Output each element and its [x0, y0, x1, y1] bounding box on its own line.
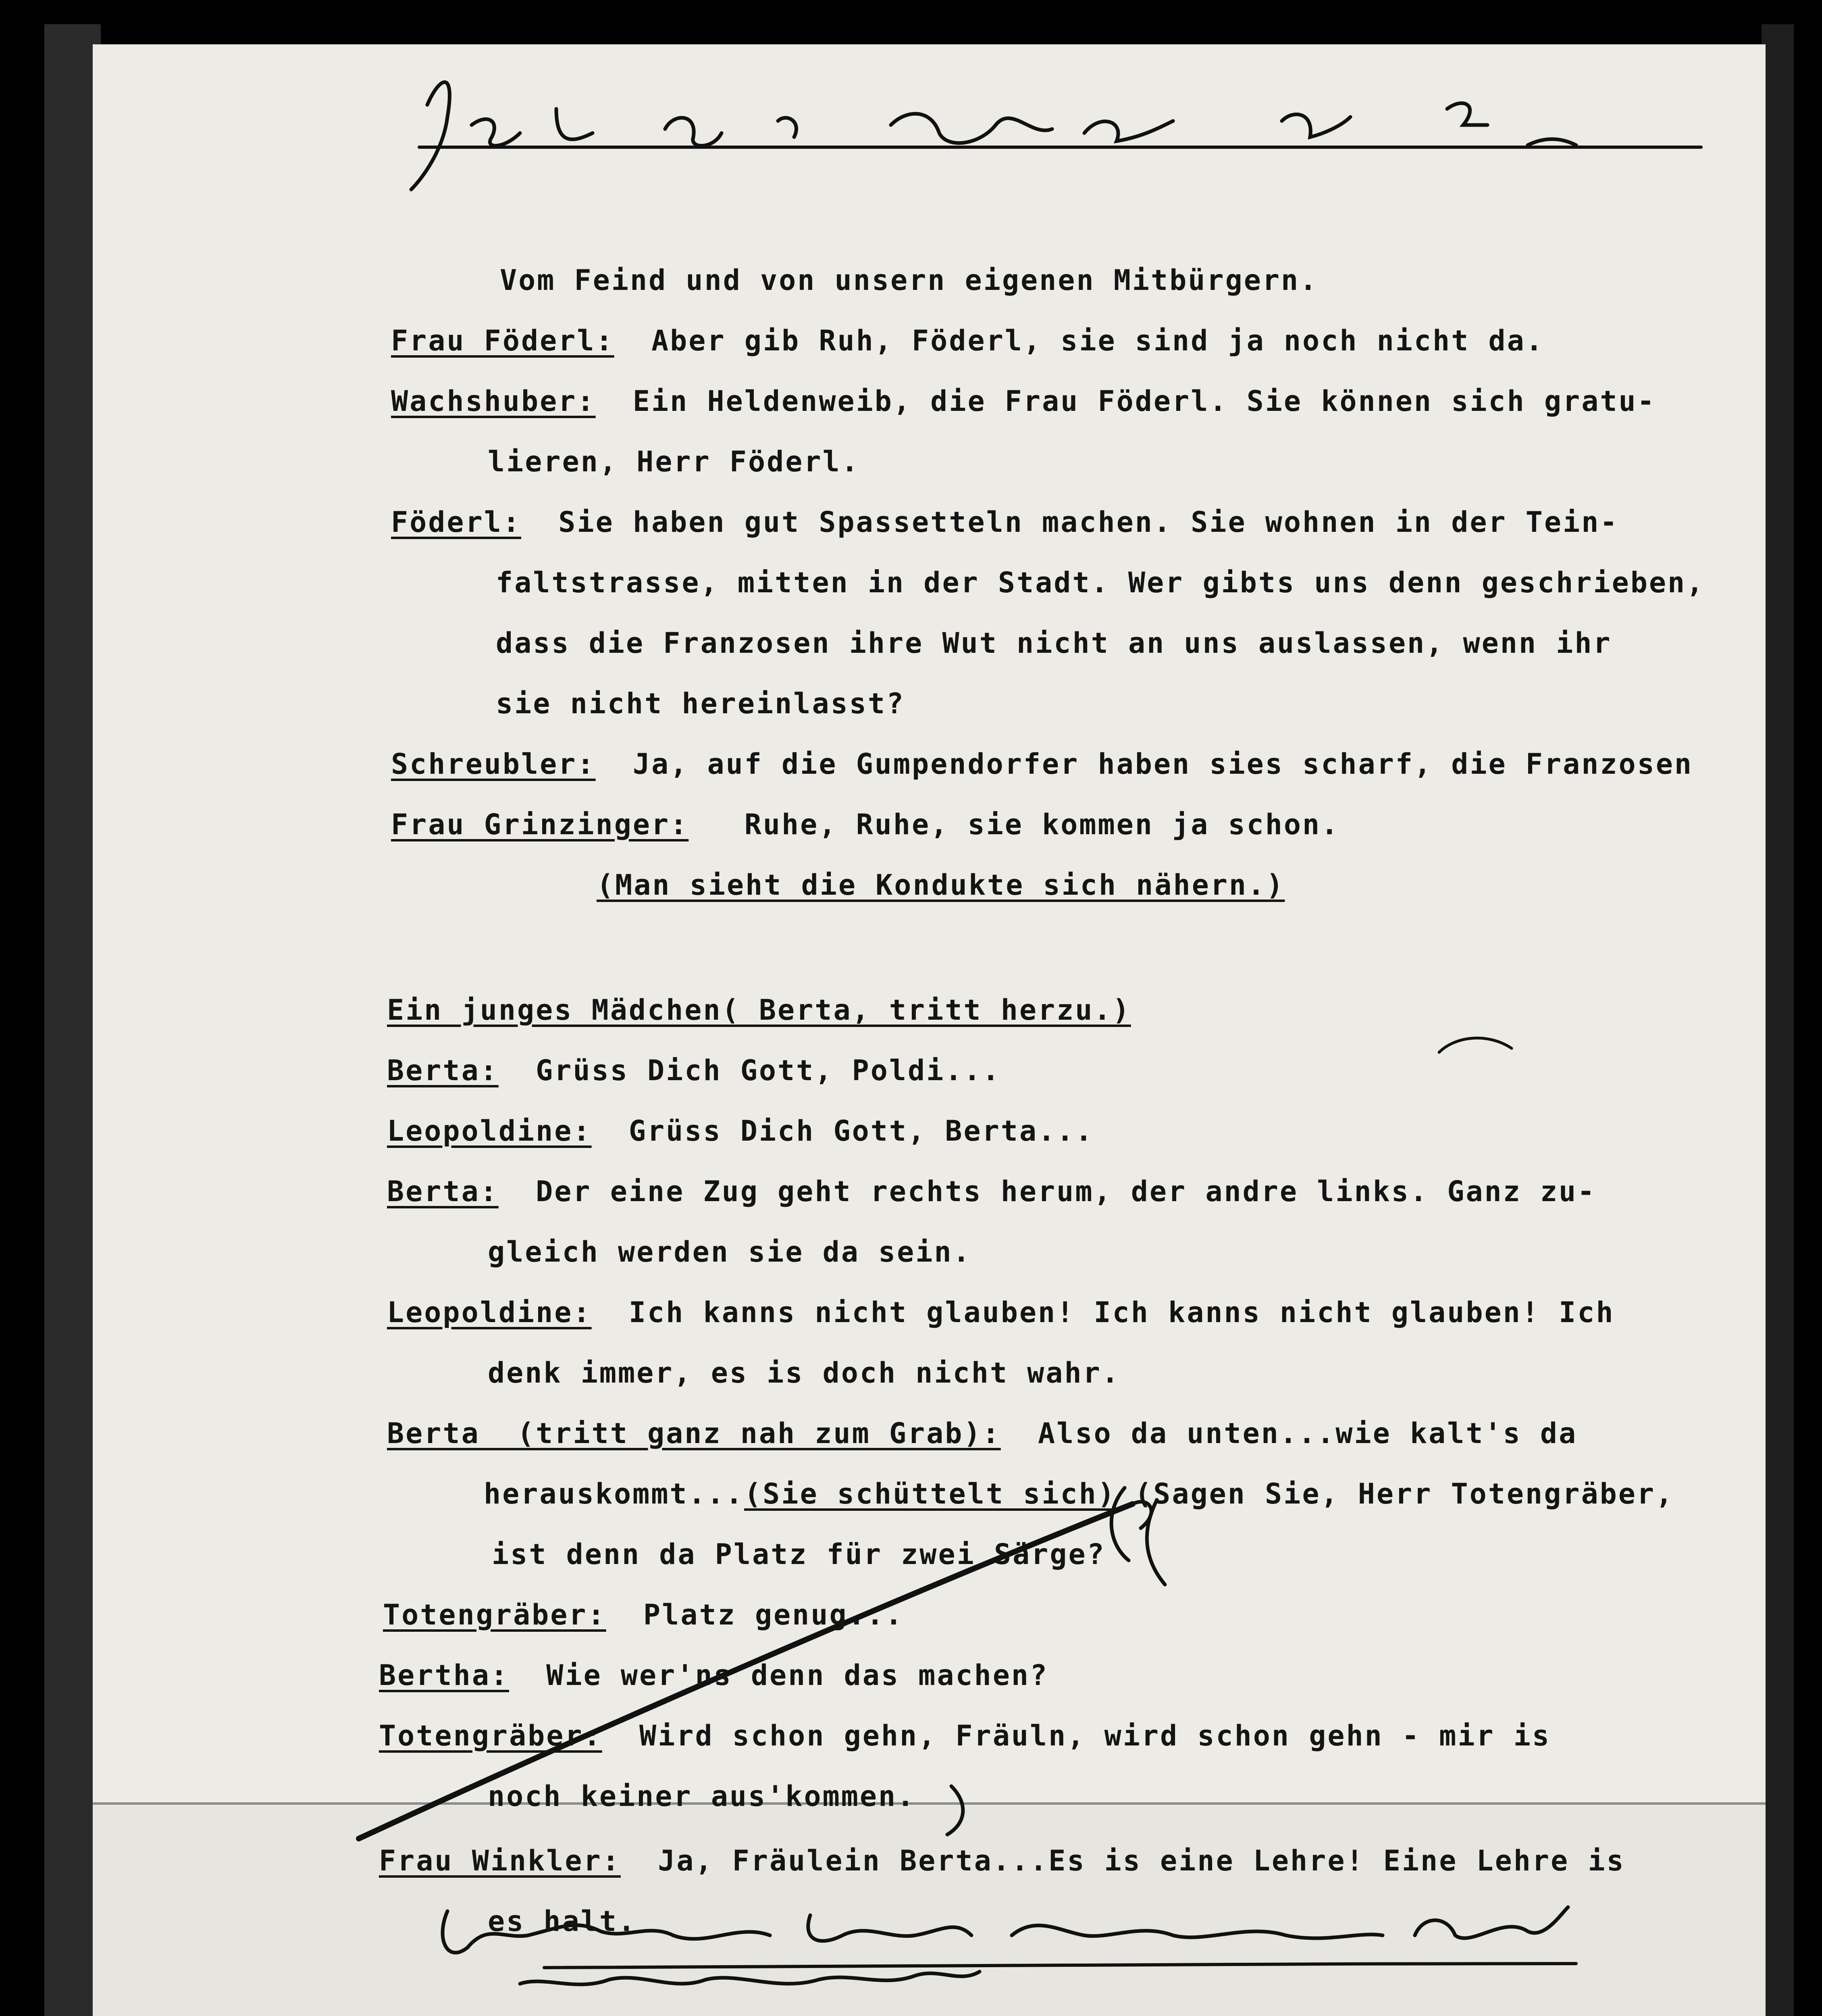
speaker-name: Berta: — [387, 1175, 499, 1208]
dialogue-text: Ja, Fräulein Berta...Es is eine Lehre! Eine Lehre is — [620, 1844, 1625, 1877]
dialogue-line — [391, 748, 1693, 781]
scan-left-edge — [44, 24, 101, 2016]
dialogue-line — [379, 1844, 1625, 1877]
dialogue-text: Wird schon gehn, Fräuln, wird schon gehn - mir is — [602, 1719, 1551, 1752]
dialogue-line — [379, 1659, 1049, 1692]
scene-entry: Ein junges Mädchen( Berta, tritt herzu.) — [387, 993, 1131, 1027]
stage-direction: (Man sieht die Kondukte sich nähern.) — [597, 868, 1285, 902]
dialogue-line — [387, 1417, 1578, 1450]
speaker-name: Berta (tritt ganz nah zum Grab): — [387, 1417, 1001, 1450]
stage-direction-inline: (Sie schüttelt sich) — [744, 1477, 1116, 1510]
dialogue-line — [387, 1298, 1615, 1327]
speaker-name: Leopoldine: — [387, 1114, 592, 1148]
dialogue-text: Grüss Dich Gott, Berta... — [591, 1114, 1094, 1148]
dialogue-continuation: gleich werden sie da sein. — [488, 1235, 971, 1268]
speaker-name: Totengräber: — [379, 1719, 602, 1752]
dialogue-line — [387, 1177, 1596, 1206]
dialogue-line — [387, 1114, 1094, 1148]
speaker-name: Frau Grinzinger: — [391, 808, 689, 841]
dialogue-text: Wie wer'ns denn das machen? — [509, 1659, 1049, 1692]
dialogue-text: herauskommt... — [484, 1477, 745, 1510]
speaker-name: Wachshuber: — [391, 385, 596, 418]
dialogue-continuation — [484, 1477, 1674, 1510]
heading-line: Vom Feind und von unsern eigenen Mitbürgern. — [500, 264, 1319, 297]
dialogue-continuation: denk immer, es is doch nicht wahr. — [488, 1356, 1120, 1389]
scan-right-edge — [1762, 24, 1794, 2016]
dialogue-continuation: dass die Franzosen ihre Wut nicht an uns auslassen, wenn ihr — [496, 627, 1612, 660]
speaker-name: Berta: — [387, 1054, 499, 1087]
dialogue-continuation: es halt. — [488, 1905, 637, 1938]
dialogue-line — [391, 810, 1339, 839]
dialogue-continuation: lieren, Herr Föderl. — [488, 445, 860, 478]
dialogue-text: Der eine Zug geht rechts herum, der andre links. Ganz zu- — [498, 1175, 1596, 1208]
dialogue-text: Ja, auf die Gumpendorfer haben sies scharf, die Franzosen — [595, 748, 1693, 781]
dialogue-line — [383, 1598, 904, 1631]
dialogue-line — [391, 506, 1619, 539]
dialogue-continuation: faltstrasse, mitten in der Stadt. Wer gibts uns denn geschrieben, — [496, 566, 1705, 599]
dialogue-text: Also da unten...wie kalt's da — [1000, 1417, 1578, 1450]
speaker-name: Frau Winkler: — [379, 1844, 621, 1877]
speaker-name: Frau Föderl: — [391, 324, 614, 357]
dialogue-continuation: noch keiner aus'kommen. — [488, 1780, 916, 1813]
dialogue-line — [391, 385, 1656, 418]
dialogue-text: Ein Heldenweib, die Frau Föderl. Sie können sich gratu- — [595, 385, 1656, 418]
dialogue-text: Ich kanns nicht glauben! Ich kanns nicht glauben! Ich — [591, 1296, 1615, 1329]
speaker-name: Föderl: — [391, 506, 522, 539]
dialogue-continuation: sie nicht hereinlasst? — [496, 687, 905, 720]
dialogue-text: Platz genug... — [606, 1598, 904, 1631]
typescript-page — [93, 44, 1766, 2016]
speaker-name: Bertha: — [379, 1659, 510, 1692]
speaker-name: Leopoldine: — [387, 1296, 592, 1329]
dialogue-text: Aber gib Ruh, Föderl, sie sind ja noch nicht da. — [614, 324, 1544, 357]
dialogue-text: (Sagen Sie, Herr Totengräber, — [1116, 1477, 1674, 1510]
dialogue-continuation: ist denn da Platz für zwei Särge? — [492, 1538, 1106, 1571]
dialogue-text: Sie haben gut Spassetteln machen. Sie wohnen in der Tein- — [521, 506, 1619, 539]
dialogue-line — [379, 1719, 1551, 1752]
dialogue-line — [391, 324, 1544, 357]
speaker-name: Schreubler: — [391, 748, 596, 781]
dialogue-text: Grüss Dich Gott, Poldi... — [498, 1054, 1001, 1087]
dialogue-text: Ruhe, Ruhe, sie kommen ja schon. — [688, 808, 1340, 841]
speaker-name: Totengräber: — [383, 1598, 606, 1631]
dialogue-line — [387, 1056, 1001, 1085]
